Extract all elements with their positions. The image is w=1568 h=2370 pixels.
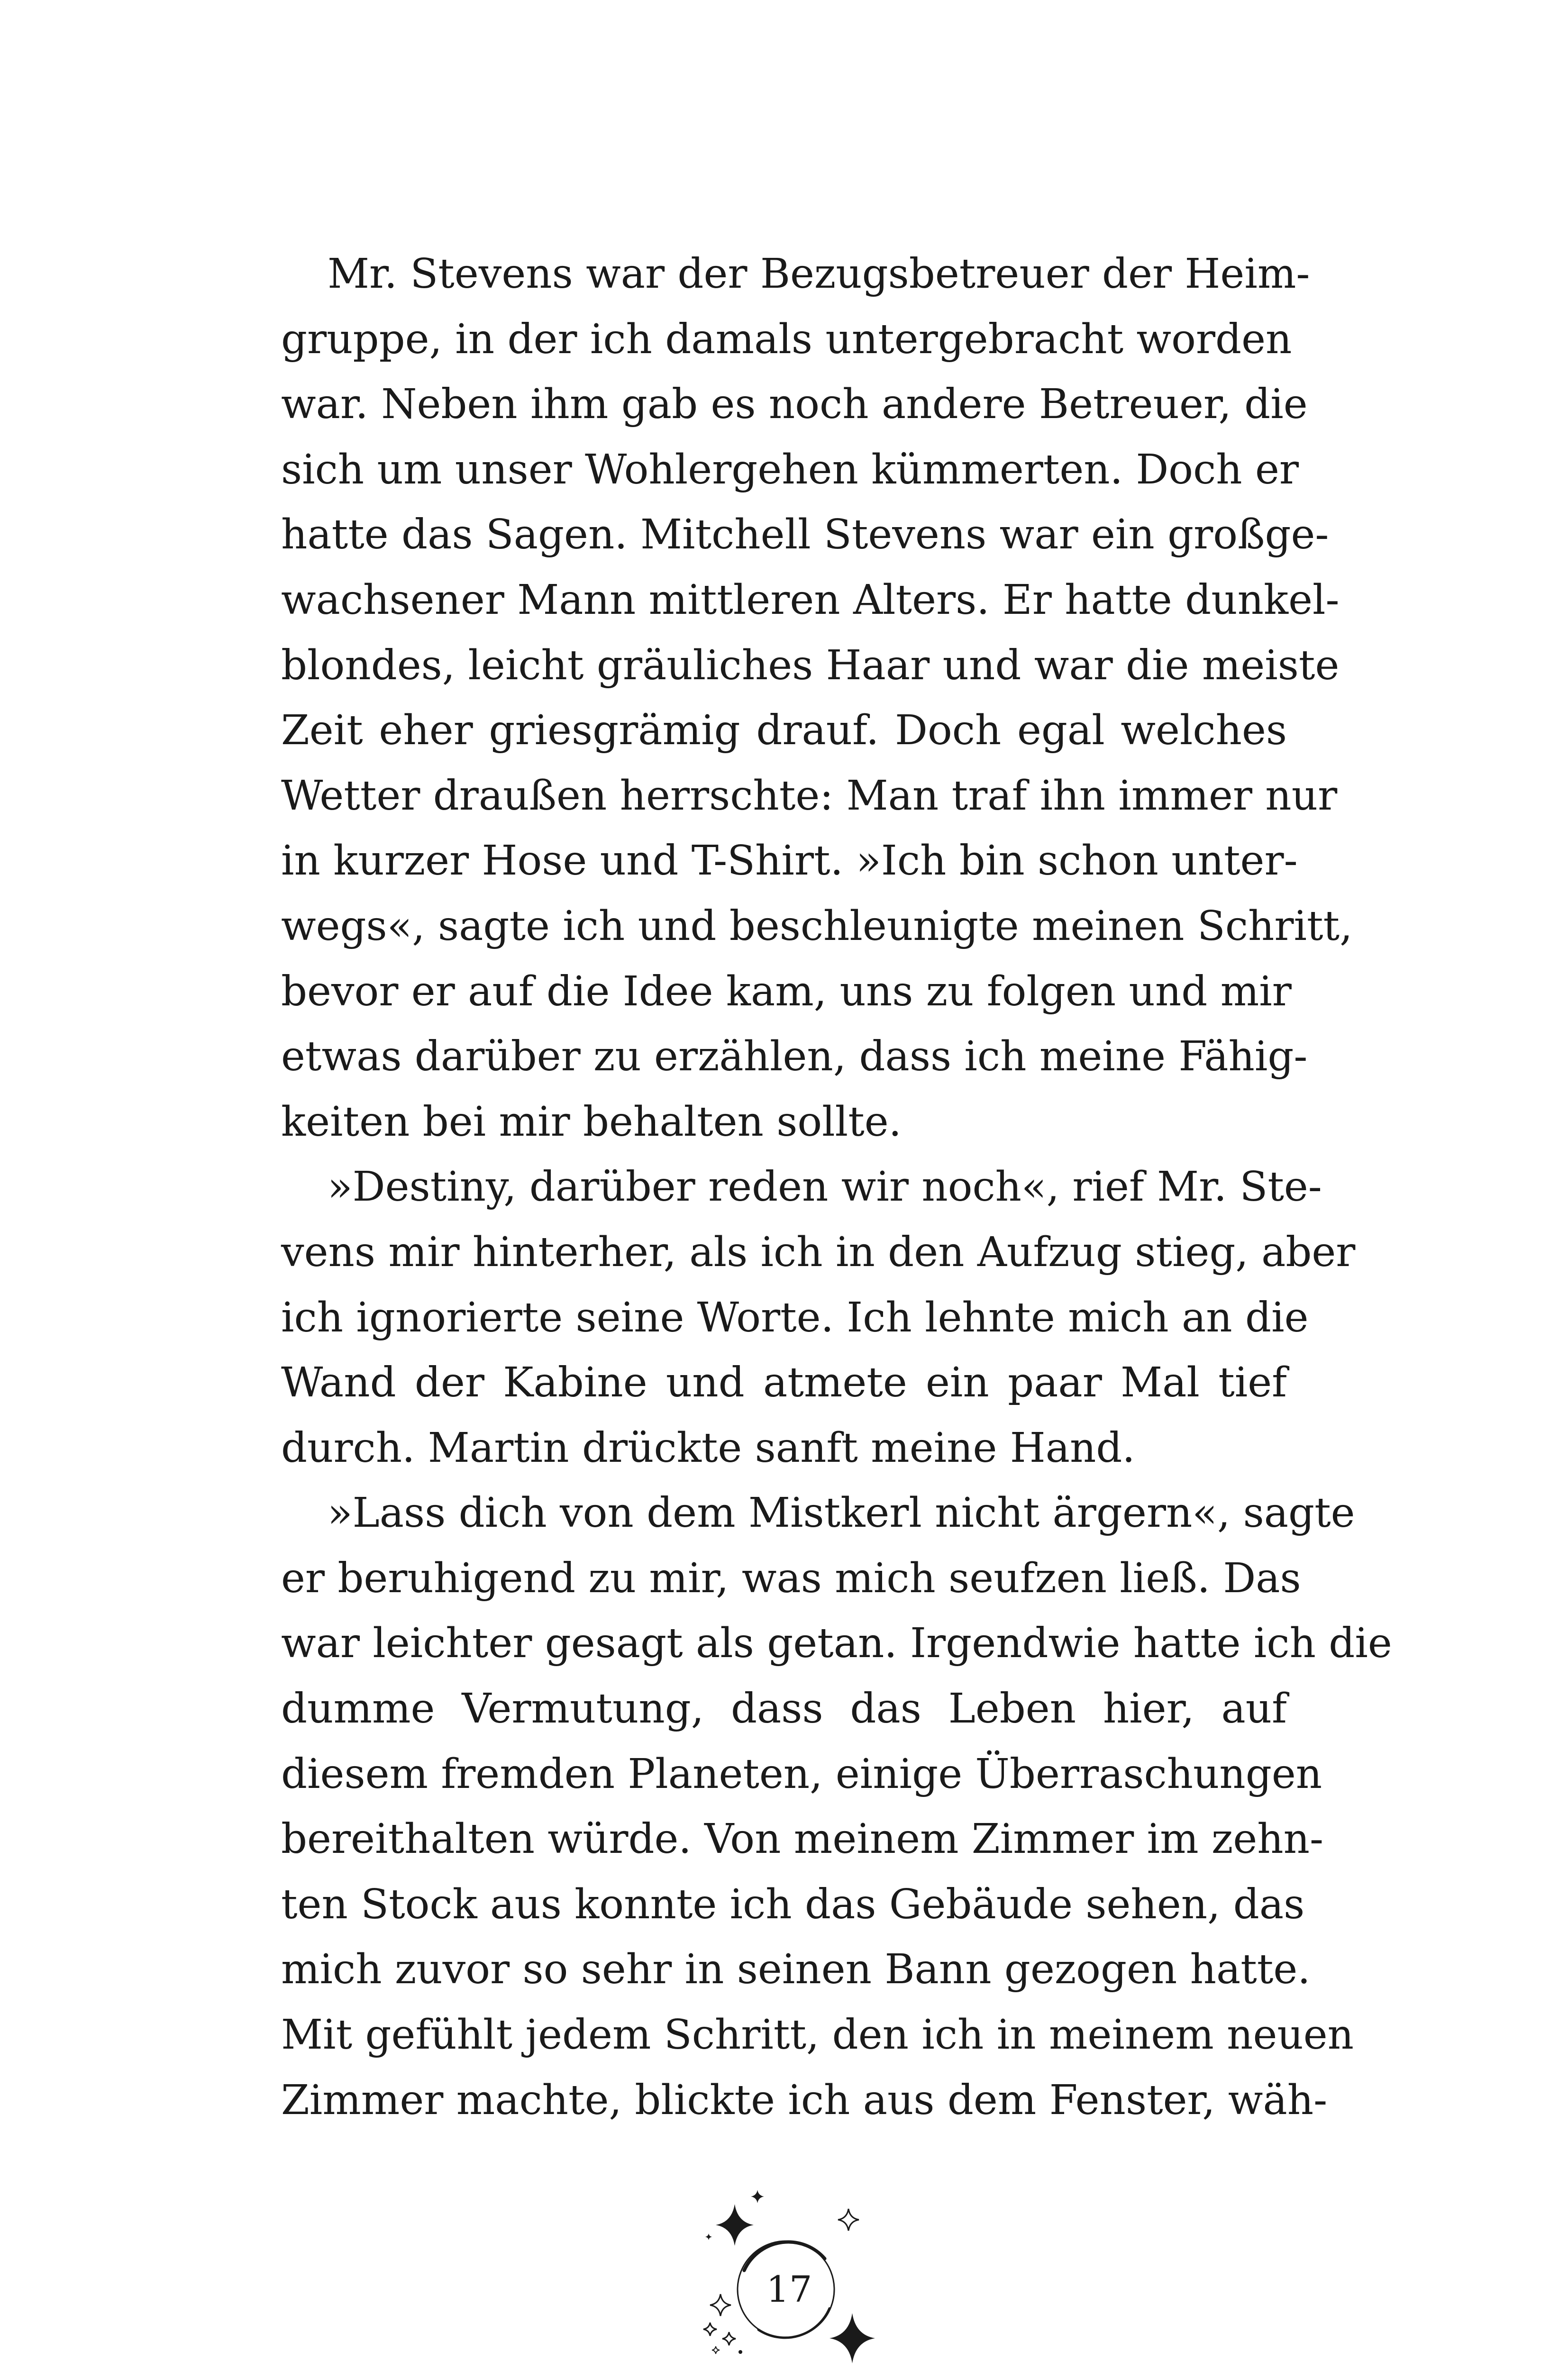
text-line: Wetter draußen herrschte: Man traf ihn immer nur: [281, 772, 1338, 820]
text-line: Zimmer machte, blickte ich aus dem Fenster, wäh-: [281, 2076, 1328, 2124]
text-line: Mit gefühlt jedem Schritt, den ich in meinem neuen: [281, 2011, 1354, 2059]
text-line: bereithalten würde. Von meinem Zimmer im zehn-: [281, 1815, 1324, 1863]
text-line: blondes, leicht gräuliches Haar und war die meiste: [281, 641, 1340, 689]
text-line: war leichter gesagt als getan. Irgendwie hatte ich die: [281, 1620, 1392, 1668]
text-line: gruppe, in der ich damals untergebracht worden: [281, 315, 1292, 363]
text-line: dumme Vermutung, dass das Leben hier, auf: [281, 1685, 1287, 1733]
text-line: »Destiny, darüber reden wir noch«, rief Mr. Ste-: [328, 1163, 1322, 1211]
text-line: Mr. Stevens war der Bezugsbetreuer der Heim-: [328, 250, 1310, 298]
text-line: wegs«, sagte ich und beschleunigte meinen Schritt,: [281, 902, 1353, 950]
text-line: keiten bei mir behalten sollte.: [281, 1098, 902, 1146]
paragraph-2: [281, 1155, 1356, 1481]
text-line: war. Neben ihm gab es noch andere Betreuer, die: [281, 381, 1308, 428]
text-line: in kurzer Hose und T-Shirt. »Ich bin schon unter-: [281, 837, 1298, 885]
text-line: bevor er auf die Idee kam, uns zu folgen und mir: [281, 967, 1292, 1015]
text-line: etwas darüber zu erzählen, dass ich meine Fähig-: [281, 1033, 1308, 1081]
text-line: er beruhigend zu mir, was mich seufzen ließ. Das: [281, 1554, 1301, 1602]
text-line: mich zuvor so sehr in seinen Bann gezogen hatte.: [281, 1946, 1311, 1994]
paragraph-1: [281, 242, 1353, 1155]
page-number: 17: [766, 2268, 812, 2310]
text-line: hatte das Sagen. Mitchell Stevens war ein großge-: [281, 511, 1329, 559]
text-line: vens mir hinterher, als ich in den Aufzug stieg, aber: [281, 1228, 1356, 1276]
body-text: [281, 242, 1392, 2133]
text-line: diesem fremden Planeten, einige Überraschungen: [281, 1750, 1322, 1798]
text-line: sich um unser Wohlergehen kümmerten. Doch er: [281, 446, 1299, 493]
text-line: Wand der Kabine und atmete ein paar Mal tief: [281, 1359, 1287, 1407]
text-line: ich ignorierte seine Worte. Ich lehnte mich an die: [281, 1294, 1309, 1341]
text-line: ten Stock aus konnte ich das Gebäude sehen, das: [281, 1880, 1305, 1928]
text-line: »Lass dich von dem Mistkerl nicht ärgern«, sagte: [328, 1489, 1355, 1537]
text-line: wachsener Mann mittleren Alters. Er hatte dunkel-: [281, 576, 1340, 624]
paragraph-3: [281, 1481, 1392, 2133]
text-line: durch. Martin drückte sanft meine Hand.: [281, 1424, 1135, 1472]
text-line: Zeit eher griesgrämig drauf. Doch egal welches: [281, 707, 1287, 755]
